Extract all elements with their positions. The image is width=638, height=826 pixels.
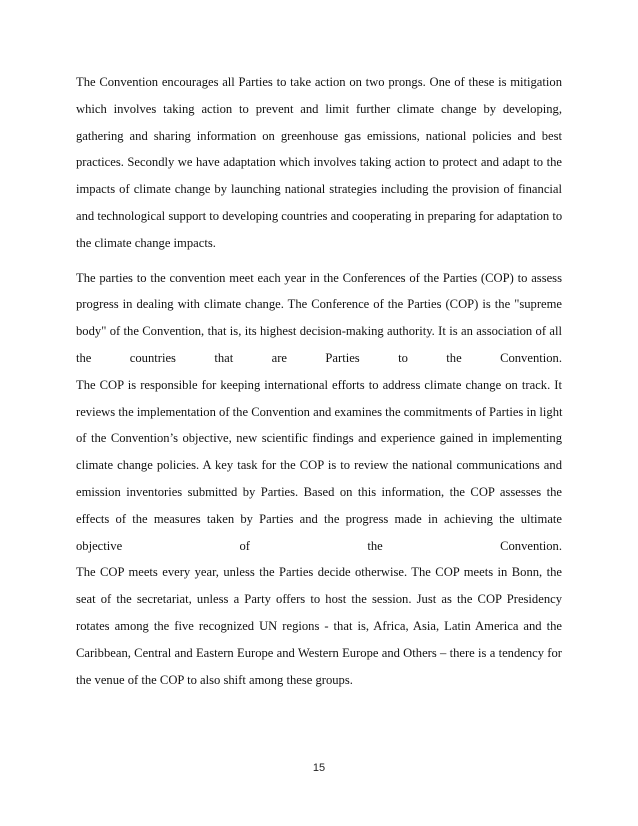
text-line: The COP is responsible for keeping international efforts to address climate change on track. It bbox=[76, 377, 562, 392]
body-text bbox=[76, 69, 562, 693]
text-line: emission inventories submitted by Parties. Based on this information, the COP assesses the bbox=[76, 484, 562, 499]
text-line: which involves taking action to prevent and limit further climate change by developing, bbox=[76, 101, 562, 116]
text-line: the climate change impacts. bbox=[76, 235, 216, 250]
text-line: practices. Secondly we have adaptation which involves taking action to protect and adapt to the bbox=[76, 155, 562, 170]
text-line: The Convention encourages all Parties to take action on two prongs. One of these is mitigation bbox=[76, 75, 562, 89]
text-line: reviews the implementation of the Convention and examines the commitments of Parties in light bbox=[76, 404, 563, 419]
text-line: The COP meets every year, unless the Parties decide otherwise. The COP meets in Bonn, the bbox=[76, 565, 562, 580]
page-number: 15 bbox=[312, 762, 326, 774]
text-line: The parties to the convention meet each year in the Conferences of the Parties (COP) to assess bbox=[76, 270, 562, 285]
text-line: progress in dealing with climate change. The Conference of the Parties (COP) is the "supreme bbox=[76, 297, 562, 312]
text-line: impacts of climate change by launching national strategies including the provision of financial bbox=[76, 182, 562, 197]
text-line: body" of the Convention, that is, its highest decision-making authority. It is an association of all bbox=[76, 324, 562, 339]
text-line: seat of the secretariat, unless a Party offers to host the session. Just as the COP Presidency bbox=[76, 592, 562, 607]
text-line: gathering and sharing information on greenhouse gas emissions, national policies and best bbox=[76, 128, 562, 143]
text-line: effects of the measures taken by Parties and the progress made in achieving the ultimate bbox=[76, 511, 562, 526]
text-line: of the Convention’s objective, new scientific findings and experience gained in implementing bbox=[76, 431, 562, 446]
text-line: the countries that are Parties to the Convention. bbox=[76, 350, 562, 365]
text-line: climate change policies. A key task for the COP is to review the national communications and bbox=[76, 458, 562, 473]
text-line: the venue of the COP to also shift among these groups. bbox=[76, 672, 353, 687]
paragraph-conference-of-parties bbox=[76, 265, 562, 694]
paragraph-mitigation-adaptation bbox=[76, 69, 562, 257]
text-line: rotates among the five recognized UN regions - that is, Africa, Asia, Latin America and the bbox=[76, 618, 562, 633]
text-line: objective of the Convention. bbox=[76, 538, 562, 553]
text-line: Caribbean, Central and Eastern Europe and Western Europe and Others – there is a tendency for bbox=[76, 645, 562, 660]
text-line: and technological support to developing countries and cooperating in preparing for adaptation to bbox=[76, 208, 563, 223]
